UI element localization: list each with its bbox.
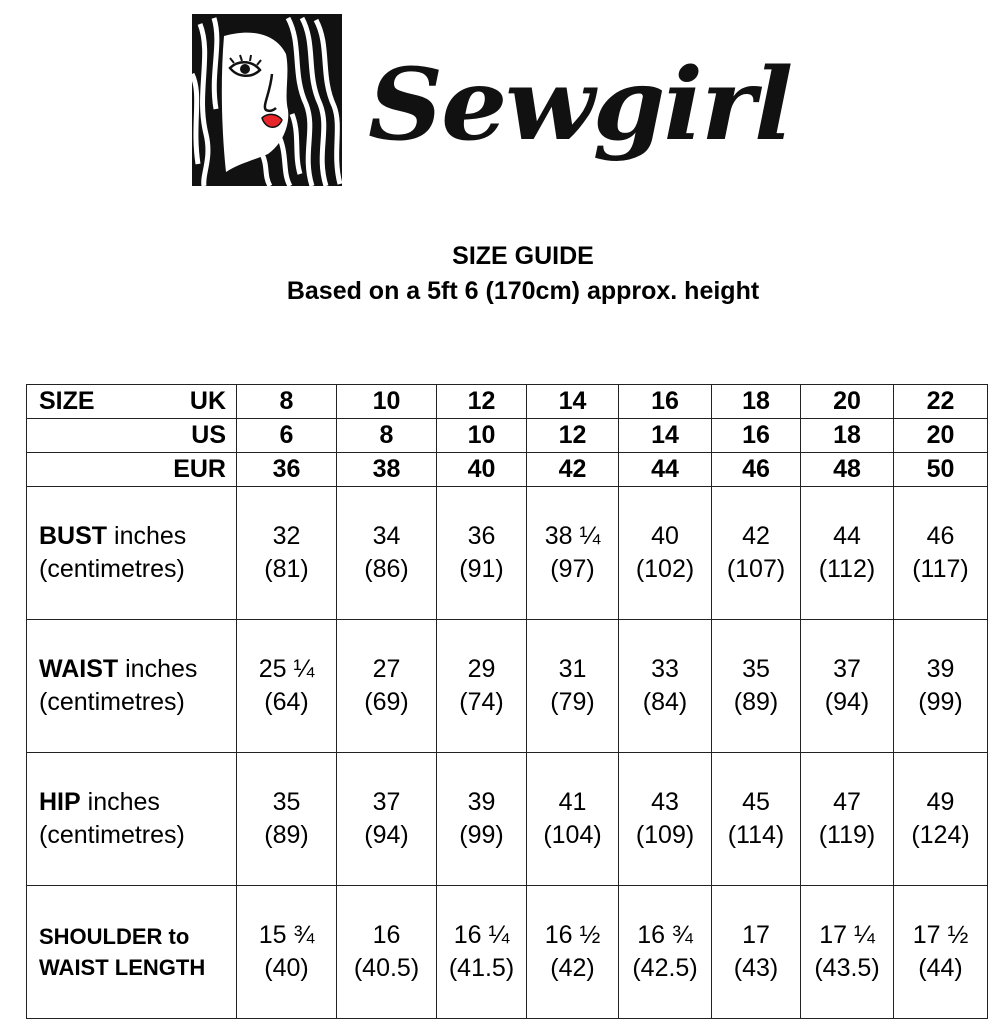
size-cell: 16 — [712, 419, 801, 453]
region-cell — [27, 419, 237, 453]
measurement-cell: 38 ¼ (97) — [527, 487, 619, 620]
measurement-cell: 36 (91) — [437, 487, 527, 620]
size-header-cell — [27, 385, 237, 419]
size-cell: 6 — [237, 419, 337, 453]
measurement-cell: 25 ¼ (64) — [237, 620, 337, 753]
size-cell: 10 — [437, 419, 527, 453]
measurement-cell: 41 (104) — [527, 753, 619, 886]
measurement-cell: 49 (124) — [894, 753, 988, 886]
table-row-shoulder-to-waist — [27, 886, 988, 1019]
measurement-cell: 37 (94) — [337, 753, 437, 886]
measurement-cell: 33 (84) — [619, 620, 712, 753]
girl-face-icon — [192, 14, 342, 186]
measurement-cell: 17 ¼ (43.5) — [801, 886, 894, 1019]
measurement-cell: 43 (109) — [619, 753, 712, 886]
region-label: EUR — [173, 455, 226, 483]
measurement-cell: 44 (112) — [801, 487, 894, 620]
table-row-us — [27, 419, 988, 453]
measurement-cell: 29 (74) — [437, 620, 527, 753]
measurement-cell: 42 (107) — [712, 487, 801, 620]
size-cell: 16 — [619, 385, 712, 419]
measurement-label — [27, 620, 237, 753]
measurement-cell: 47 (119) — [801, 753, 894, 886]
size-cell: 20 — [894, 419, 988, 453]
title-block — [0, 238, 1008, 308]
size-cell: 18 — [801, 419, 894, 453]
measurement-cell: 45 (114) — [712, 753, 801, 886]
measurement-cell: 40 (102) — [619, 487, 712, 620]
measurement-cell: 31 (79) — [527, 620, 619, 753]
size-cell: 46 — [712, 453, 801, 487]
size-cell: 12 — [527, 419, 619, 453]
measurement-cell: 34 (86) — [337, 487, 437, 620]
size-cell: 20 — [801, 385, 894, 419]
measurement-cell: 16 (40.5) — [337, 886, 437, 1019]
measurement-name: WAIST — [39, 655, 119, 683]
size-cell: 14 — [527, 385, 619, 419]
measurement-cell: 35 (89) — [712, 620, 801, 753]
measurement-cell: 16 ¼ (41.5) — [437, 886, 527, 1019]
page-title: SIZE GUIDE — [452, 242, 594, 270]
table-row-waist — [27, 620, 988, 753]
measurement-cell: 39 (99) — [894, 620, 988, 753]
size-cell: 38 — [337, 453, 437, 487]
measurement-cell: 46 (117) — [894, 487, 988, 620]
measurement-unit-secondary: (centimetres) — [39, 688, 185, 716]
table-row-eur — [27, 453, 988, 487]
measurement-cell: 16 ½ (42) — [527, 886, 619, 1019]
size-cell: 40 — [437, 453, 527, 487]
measurement-unit: inches — [114, 522, 187, 550]
size-cell: 22 — [894, 385, 988, 419]
size-cell: 36 — [237, 453, 337, 487]
size-label: SIZE — [39, 387, 95, 415]
measurement-cell: 32 (81) — [237, 487, 337, 620]
region-cell — [27, 453, 237, 487]
size-table — [26, 384, 988, 1019]
size-cell: 8 — [237, 385, 337, 419]
brand-name: Sewgirl — [368, 46, 792, 163]
measurement-unit-secondary: (centimetres) — [39, 555, 185, 583]
measurement-unit-secondary: (centimetres) — [39, 821, 185, 849]
region-label: US — [191, 421, 226, 449]
table-row-bust — [27, 487, 988, 620]
measurement-cell: 39 (99) — [437, 753, 527, 886]
size-cell: 12 — [437, 385, 527, 419]
measurement-label — [27, 487, 237, 620]
table-row-uk — [27, 385, 988, 419]
size-cell: 18 — [712, 385, 801, 419]
measurement-label — [27, 886, 237, 1019]
measurement-name: SHOULDER to — [39, 924, 190, 949]
measurement-cell: 15 ¾ (40) — [237, 886, 337, 1019]
table-row-hip — [27, 753, 988, 886]
size-cell: 42 — [527, 453, 619, 487]
size-cell: 10 — [337, 385, 437, 419]
measurement-cell: 35 (89) — [237, 753, 337, 886]
measurement-cell: 17 ½ (44) — [894, 886, 988, 1019]
size-cell: 8 — [337, 419, 437, 453]
measurement-name: BUST — [39, 522, 108, 550]
page-subtitle: Based on a 5ft 6 (170cm) approx. height — [286, 277, 760, 305]
measurement-unit: inches — [125, 655, 198, 683]
measurement-cell: 17 (43) — [712, 886, 801, 1019]
measurement-unit-secondary: WAIST LENGTH — [39, 955, 206, 980]
size-cell: 48 — [801, 453, 894, 487]
measurement-unit: inches — [87, 788, 160, 816]
size-cell: 44 — [619, 453, 712, 487]
measurement-cell: 27 (69) — [337, 620, 437, 753]
measurement-name: HIP — [39, 788, 81, 816]
measurement-cell: 37 (94) — [801, 620, 894, 753]
size-cell: 50 — [894, 453, 988, 487]
size-cell: 14 — [619, 419, 712, 453]
measurement-cell: 16 ¾ (42.5) — [619, 886, 712, 1019]
measurement-label — [27, 753, 237, 886]
region-label: UK — [189, 387, 226, 415]
